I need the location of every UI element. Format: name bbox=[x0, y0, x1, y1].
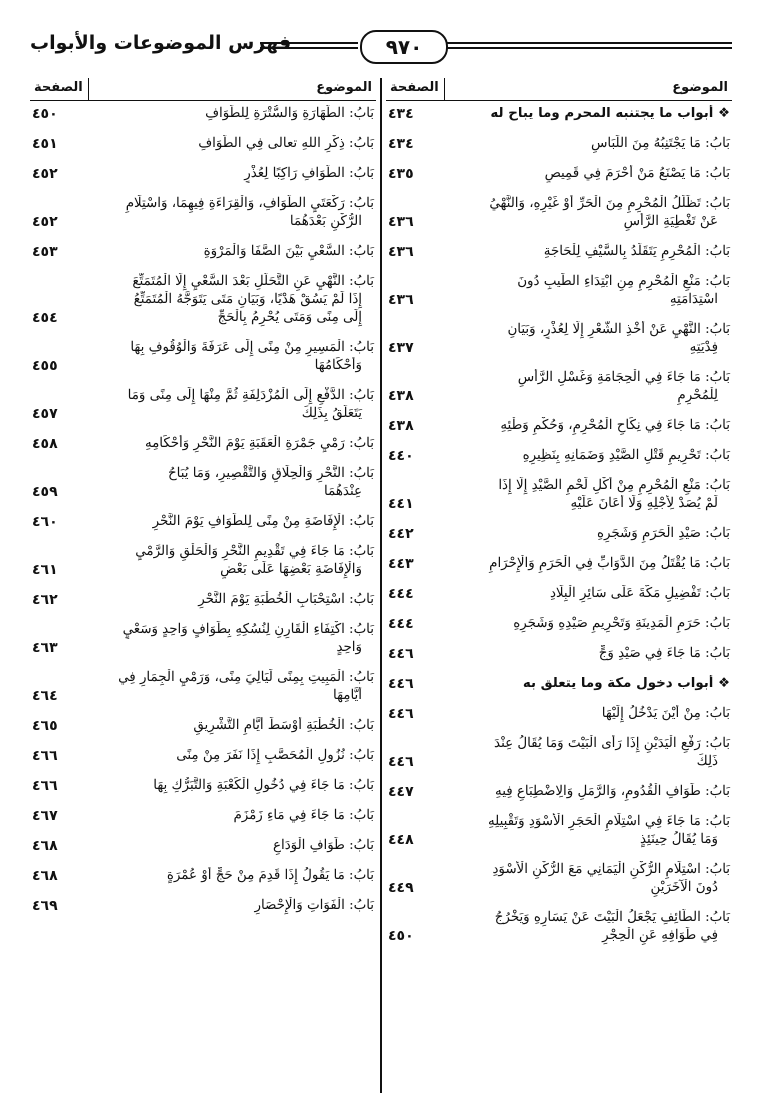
entry-page-number: ٤٦٦ bbox=[32, 748, 58, 764]
entry-title-line: بَابُ: مَا جَاءَ فِي الْحِجَامَةِ وَغَسْلِ الرَّأْسِ bbox=[517, 370, 730, 385]
index-entry bbox=[386, 363, 732, 411]
entry-title-line: بَابُ: مَا جَاءَ فِي تَقْدِيمِ النَّحْرِ وَالْحَلْقِ وَالرَّمْيِ bbox=[135, 544, 374, 559]
entry-page-number: ٤٣٨ bbox=[388, 388, 414, 404]
topic-header: الموضوع bbox=[316, 80, 372, 95]
entry-page-number: ٤٦١ bbox=[32, 562, 58, 578]
entry-title-line: بَابُ: الْمَبِيتِ بِمِنًى لَيَالِيَ مِنًى، وَرَمْيِ الْجِمَارِ فِي bbox=[118, 670, 374, 685]
entry-title-line: دُونَ الْآخَرَيْنِ bbox=[650, 880, 718, 895]
index-entry bbox=[386, 519, 732, 549]
entry-page-number: ٤٤٨ bbox=[388, 832, 414, 848]
column-header bbox=[30, 78, 376, 101]
topic-header: الموضوع bbox=[672, 80, 728, 95]
entry-title-line: ❖ أبواب ما يجتنبه المحرم وما يباح له bbox=[490, 106, 730, 121]
index-entry bbox=[30, 129, 376, 159]
index-entry bbox=[386, 777, 732, 807]
entry-page-number: ٤٥٠ bbox=[388, 928, 414, 944]
index-entry bbox=[386, 411, 732, 441]
entry-title-line: بَابُ: مَا يُقْتَلُ مِنَ الدَّوَابِّ فِي الْحَرَمِ وَالْإِحْرَامِ bbox=[489, 556, 730, 571]
entry-page-number: ٤٦٨ bbox=[32, 838, 58, 854]
page-title: فهرس الموضوعات والأبواب bbox=[30, 32, 292, 54]
entry-page-number: ٤٥٠ bbox=[32, 106, 58, 122]
entry-title-line: وَالْإِفَاضَةِ بَعْضِهَا عَلَى بَعْضٍ bbox=[220, 562, 362, 577]
section-heading bbox=[386, 101, 732, 129]
index-entry bbox=[30, 429, 376, 459]
column-divider bbox=[380, 78, 382, 1093]
entry-title-line: بَابُ: مَا جَاءَ فِي دُخُولِ الْكَعْبَةِ وَالتَّبَرُّكِ بِهَا bbox=[153, 778, 374, 793]
entry-page-number: ٤٣٦ bbox=[388, 244, 414, 260]
index-entry bbox=[386, 639, 732, 669]
index-entry bbox=[30, 333, 376, 381]
index-entry bbox=[30, 663, 376, 711]
entry-title-line: بَابُ: الطَّهَارَةِ وَالسُّتْرَةِ لِلطَّوَافِ bbox=[205, 106, 374, 121]
entry-title-line: بَابُ: السَّعْيِ بَيْنَ الصَّفَا وَالْمَرْوَةِ bbox=[203, 244, 374, 259]
column-header bbox=[386, 78, 732, 101]
index-entry bbox=[30, 189, 376, 237]
entry-title-line: بَابُ: رَكْعَتَيِ الطَّوَافِ، وَالْقِرَاءَةِ فِيهِمَا، وَاسْتِلَامِ bbox=[125, 196, 374, 211]
entry-page-number: ٤٥٨ bbox=[32, 436, 58, 452]
entry-title-line: بَابُ: اكْتِفَاءِ الْقَارِنِ لِنُسُكِهِ بِطَوَافٍ وَاحِدٍ وَسَعْيٍ bbox=[122, 622, 374, 637]
entry-title-line: بَابُ: الطَّائِفِ يَجْعَلُ الْبَيْتَ عَنْ يَسَارِهِ وَيَخْرُجُ bbox=[494, 910, 730, 925]
index-entry bbox=[30, 891, 376, 921]
index-entry bbox=[386, 129, 732, 159]
entry-title-line: بَابُ: مِنْ أَيْنَ يَدْخُلُ إِلَيْهَا bbox=[601, 706, 730, 721]
index-entry bbox=[386, 159, 732, 189]
entry-page-number: ٤٦٧ bbox=[32, 808, 58, 824]
header-rule bbox=[260, 47, 358, 49]
entry-title-line: لِلْمُحْرِمِ bbox=[677, 388, 718, 403]
entry-title-line: بَابُ: ذِكْرِ اللهِ تعالى فِي الطَّوَافِ bbox=[198, 136, 374, 151]
entry-title-line: بَابُ: تَحْرِيمِ قَتْلِ الصَّيْدِ وَضَمَانِهِ بِنَظِيرِهِ bbox=[522, 448, 730, 463]
entry-title-line: بَابُ: مَا يَجْتَنِبُهُ مِنَ اللِّبَاسِ bbox=[591, 136, 730, 151]
index-entry bbox=[386, 549, 732, 579]
entry-title-line: الرُّكْنِ بَعْدَهُمَا bbox=[289, 214, 362, 229]
index-entry bbox=[30, 267, 376, 333]
entry-title-line: ❖ أبواب دخول مكة وما يتعلق به bbox=[522, 676, 730, 691]
entry-page-number: ٤٦٣ bbox=[32, 640, 58, 656]
entry-page-number: ٤٣٦ bbox=[388, 214, 414, 230]
entry-page-number: ٤٥٩ bbox=[32, 484, 58, 500]
entry-title-line: بَابُ: رَمْيِ جَمْرَةِ الْعَقَبَةِ يَوْمَ النَّحْرِ وَأَحْكَامِهِ bbox=[144, 436, 374, 451]
right-column bbox=[386, 78, 732, 951]
entry-title-line: بَابُ: الْفَوَاتِ وَالْإِحْصَارِ bbox=[254, 898, 374, 913]
entry-title-line: بَابُ: مَنْعِ الْمُحْرِمِ مِنِ ابْتِدَاءِ الطِّيبِ دُونَ bbox=[517, 274, 730, 289]
index-entry bbox=[386, 189, 732, 237]
page-header bbox=[30, 30, 732, 66]
entry-page-number: ٤٥٣ bbox=[32, 244, 58, 260]
entry-title-line: بَابُ: مَا جَاءَ فِي نِكَاحِ الْمُحْرِمِ، وَحُكْمِ وَطْئِهِ bbox=[500, 418, 730, 433]
index-entry bbox=[386, 267, 732, 315]
index-columns bbox=[30, 78, 732, 1093]
entry-page-number: ٤٥١ bbox=[32, 136, 58, 152]
index-entry bbox=[386, 237, 732, 267]
entry-page-number: ٤٤٢ bbox=[388, 526, 414, 542]
index-entry bbox=[386, 315, 732, 363]
index-entry bbox=[30, 101, 376, 129]
entry-page-number: ٤٣٦ bbox=[388, 292, 414, 308]
index-entry bbox=[30, 585, 376, 615]
index-entry bbox=[30, 237, 376, 267]
entry-title-line: يَتَعَلَّقُ بِذَلِكَ bbox=[301, 406, 362, 421]
entry-page-number: ٤٤٤ bbox=[388, 616, 414, 632]
entry-title-line: بَابُ: مَا جَاءَ فِي اسْتِلَامِ الْحَجَرِ الْأَسْوَدِ وَتَقْبِيلِهِ bbox=[487, 814, 730, 829]
index-entry bbox=[30, 711, 376, 741]
entry-page-number: ٤٦٥ bbox=[32, 718, 58, 734]
index-entry bbox=[30, 615, 376, 663]
entry-page-number: ٤٣٧ bbox=[388, 340, 414, 356]
index-entry bbox=[386, 903, 732, 951]
entry-page-number: ٤٥٢ bbox=[32, 214, 58, 230]
index-entry bbox=[30, 861, 376, 891]
entry-page-number: ٤٤٤ bbox=[388, 586, 414, 602]
index-entry bbox=[30, 741, 376, 771]
entry-list bbox=[386, 101, 732, 951]
entry-title-line: وَمَا يُقَالُ حِينَئِذٍ bbox=[640, 832, 718, 847]
entry-page-number: ٤٥٢ bbox=[32, 166, 58, 182]
index-entry bbox=[386, 471, 732, 519]
entry-title-line: عِنْدَهُمَا bbox=[324, 484, 362, 499]
entry-page-number: ٤٣٨ bbox=[388, 418, 414, 434]
entry-title-line: بَابُ: طَوَافِ الْقُدُومِ، وَالرَّمَلِ وَالِاضْطِبَاعِ فِيهِ bbox=[495, 784, 730, 799]
entry-title-line: فِي طَوَافِهِ عَنِ الْحِجْرِ bbox=[602, 928, 718, 943]
entry-page-number: ٤٤٣ bbox=[388, 556, 414, 572]
entry-title-line: بَابُ: صَيْدِ الْحَرَمِ وَشَجَرِهِ bbox=[597, 526, 730, 541]
entry-title-line: إِلَى مِنًى وَمَتَى يُحْرِمُ بِالْحَجِّ bbox=[217, 310, 362, 325]
index-entry bbox=[30, 771, 376, 801]
entry-page-number: ٤٤٦ bbox=[388, 706, 414, 722]
section-heading bbox=[386, 669, 732, 699]
entry-page-number: ٤٦٨ bbox=[32, 868, 58, 884]
entry-list bbox=[30, 101, 376, 921]
entry-title-line: ذَلِكَ bbox=[696, 754, 718, 769]
entry-title-line: بَابُ: النَّهْيِ عَنِ التَّحَلُّلِ بَعْدَ السَّعْيِ إِلَّا الْمُتَمَتِّعَ bbox=[132, 274, 374, 289]
page-header-label: الصفحة bbox=[34, 80, 83, 95]
index-entry bbox=[30, 381, 376, 429]
entry-page-number: ٤٤١ bbox=[388, 496, 414, 512]
entry-title-line: بَابُ: اسْتِحْبَابِ الْخُطْبَةِ يَوْمَ النَّحْرِ bbox=[198, 592, 374, 607]
entry-title-line: بَابُ: النَّهْيِ عَنْ أَخْذِ الشَّعْرِ إِلَّا لِعُذْرٍ، وَبَيَانِ bbox=[507, 322, 730, 337]
entry-title-line: بَابُ: مَا يَقُولُ إِذَا قَدِمَ مِنْ حَجٍّ أَوْ عُمْرَةٍ bbox=[166, 868, 374, 883]
index-entry bbox=[386, 855, 732, 903]
entry-page-number: ٤٤٦ bbox=[388, 646, 414, 662]
entry-title-line: عَنْ تَغْطِيَةِ الرَّأْسِ bbox=[623, 214, 718, 229]
entry-page-number: ٤٦٦ bbox=[32, 778, 58, 794]
left-column bbox=[30, 78, 376, 921]
entry-page-number: ٤٣٤ bbox=[388, 136, 414, 152]
entry-title-line: بَابُ: النَّحْرِ وَالْحِلَاقِ وَالتَّقْصِيرِ، وَمَا يُبَاحُ bbox=[167, 466, 374, 481]
entry-title-line: فِدْيَتِهِ bbox=[689, 340, 718, 355]
entry-title-line: بَابُ: رَفْعِ الْيَدَيْنِ إِذَا رَأَى الْبَيْتَ وَمَا يُقَالُ عِنْدَ bbox=[494, 736, 730, 751]
entry-title-line: بَابُ: تَفْضِيلِ مَكَّةَ عَلَى سَائِرِ الْبِلَادِ bbox=[549, 586, 730, 601]
entry-title-line: بَابُ: الطَّوَافِ رَاكِبًا لِعُذْرٍ bbox=[244, 166, 374, 181]
header-rule bbox=[414, 47, 732, 49]
header-separator bbox=[444, 78, 445, 100]
entry-title-line: لَمْ يُصَدْ لِأَجْلِهِ وَلَا أَعَانَ عَلَيْهِ bbox=[570, 496, 718, 511]
index-entry bbox=[30, 537, 376, 585]
entry-title-line: اسْتِدَامَتِهِ bbox=[669, 292, 718, 307]
entry-page-number: ٤٥٤ bbox=[32, 310, 58, 326]
index-entry bbox=[386, 579, 732, 609]
index-entry bbox=[30, 507, 376, 537]
entry-page-number: ٤٥٧ bbox=[32, 406, 58, 422]
index-entry bbox=[386, 807, 732, 855]
entry-page-number: ٤٥٥ bbox=[32, 358, 58, 374]
entry-title-line: بَابُ: نُزُولِ الْمُحَصَّبِ إِذَا نَفَرَ مِنْ مِنًى bbox=[176, 748, 374, 763]
entry-title-line: بَابُ: الْمُحْرِمِ يَتَقَلَّدُ بِالسَّيْفِ لِلْحَاجَةِ bbox=[543, 244, 730, 259]
entry-title-line: بَابُ: مَنْعِ الْمُحْرِمِ مِنْ أَكْلِ لَحْمِ الصَّيْدِ إِلَّا إِذَا bbox=[498, 478, 730, 493]
entry-page-number: ٤٤٠ bbox=[388, 448, 414, 464]
entry-title-line: أَيَّامِهَا bbox=[333, 688, 362, 703]
page-header-label: الصفحة bbox=[390, 80, 439, 95]
page-number-badge: ٩٧٠ bbox=[360, 30, 448, 64]
header-separator bbox=[88, 78, 89, 100]
index-entry bbox=[30, 159, 376, 189]
entry-page-number: ٤٤٦ bbox=[388, 676, 414, 692]
entry-page-number: ٤٦٢ bbox=[32, 592, 58, 608]
entry-title-line: بَابُ: حَرَمِ الْمَدِينَةِ وَتَحْرِيمِ صَيْدِهِ وَشَجَرِهِ bbox=[513, 616, 730, 631]
entry-title-line: بَابُ: الْخُطْبَةِ أَوْسَطَ أَيَّامِ التَّشْرِيقِ bbox=[193, 718, 374, 733]
index-entry bbox=[30, 801, 376, 831]
entry-title-line: وَأَحْكَامُهَا bbox=[314, 358, 362, 373]
entry-title-line: بَابُ: مَا يَصْنَعُ مَنْ أَحْرَمَ فِي قَمِيصٍ bbox=[544, 166, 730, 181]
entry-title-line: بَابُ: تَظَلُّلُ الْمُحْرِمِ مِنَ الْحَرِّ أَوْ غَيْرِهِ، وَالنَّهْيُ bbox=[489, 196, 730, 211]
entry-title-line: بَابُ: مَا جَاءَ فِي صَيْدِ وَجٍّ bbox=[598, 646, 730, 661]
entry-title-line: بَابُ: الْإِفَاضَةِ مِنْ مِنًى لِلطَّوَافِ يَوْمَ النَّحْرِ bbox=[152, 514, 374, 529]
header-rule bbox=[414, 42, 732, 44]
entry-page-number: ٤٣٥ bbox=[388, 166, 414, 182]
index-entry bbox=[386, 699, 732, 729]
entry-page-number: ٤٦٩ bbox=[32, 898, 58, 914]
index-entry bbox=[30, 459, 376, 507]
header-rule bbox=[260, 42, 358, 44]
index-entry bbox=[386, 441, 732, 471]
index-entry bbox=[386, 609, 732, 639]
entry-title-line: بَابُ: الدَّفْعِ إِلَى الْمُزْدَلِفَةِ ثُمَّ مِنْهَا إِلَى مِنًى وَمَا bbox=[127, 388, 374, 403]
entry-title-line: بَابُ: مَا جَاءَ فِي مَاءِ زَمْزَمَ bbox=[233, 808, 374, 823]
entry-page-number: ٤٤٩ bbox=[388, 880, 414, 896]
index-entry bbox=[386, 729, 732, 777]
entry-page-number: ٤٦٠ bbox=[32, 514, 58, 530]
entry-title-line: إِذَا لَمْ يَسُقْ هَدْيًا، وَبَيَانِ مَتَى يَتَوَجَّهُ الْمُتَمَتِّعُ bbox=[133, 292, 362, 307]
index-entry bbox=[30, 831, 376, 861]
entry-page-number: ٤٣٤ bbox=[388, 106, 414, 122]
entry-page-number: ٤٤٦ bbox=[388, 754, 414, 770]
entry-page-number: ٤٦٤ bbox=[32, 688, 58, 704]
entry-title-line: بَابُ: طَوَافِ الْوَدَاعِ bbox=[272, 838, 374, 853]
entry-title-line: بَابُ: اسْتِلَامِ الرُّكْنِ الْيَمَانِي مَعَ الرُّكْنِ الْأَسْوَدِ bbox=[492, 862, 730, 877]
entry-title-line: بَابُ: الْمَسِيرِ مِنْ مِنًى إِلَى عَرَفَةَ وَالْوُقُوفِ بِهَا bbox=[130, 340, 374, 355]
entry-page-number: ٤٤٧ bbox=[388, 784, 414, 800]
entry-title-line: وَاحِدٍ bbox=[336, 640, 362, 655]
